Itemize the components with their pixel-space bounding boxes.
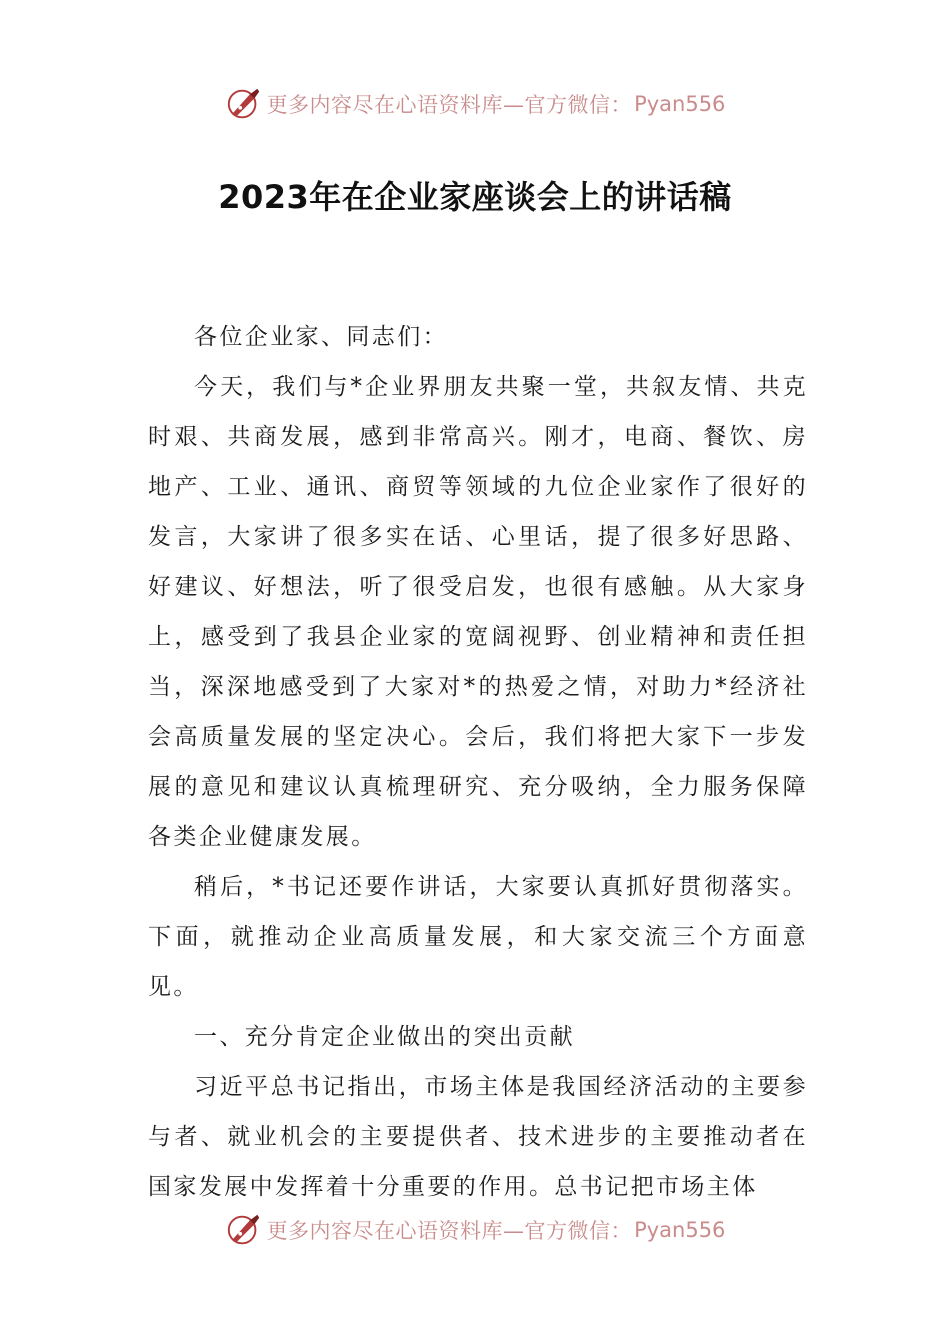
wechat-id: Pyan556: [634, 92, 726, 116]
pen-nib-logo-icon: [225, 85, 263, 123]
header-banner: [0, 82, 950, 126]
banner-text: 更多内容尽在心语资料库—官方微信：: [266, 93, 633, 117]
banner-text: 更多内容尽在心语资料库—官方微信：: [266, 1219, 633, 1243]
paragraph-3: 习近平总书记指出，市场主体是我国经济活动的主要参与者、就业机会的主要提供者、技术进步的主要推动者在国家发展中发挥着十分重要的作用。总书记把市场主体: [148, 1074, 808, 1200]
salutation: 各位企业家、同志们：: [194, 324, 448, 350]
paragraph-2: 稍后，*书记还要作讲话，大家要认真抓好贯彻落实。下面，就推动企业高质量发展，和大家交流三个方面意见。: [148, 874, 808, 1000]
paragraph-1: 今天，我们与*企业界朋友共聚一堂，共叙友情、共克时艰、共商发展，感到非常高兴。刚才，电商、餐饮、房地产、工业、通讯、商贸等领域的九位企业家作了很好的发言，大家讲了很多实在话、心里话，提了很多好思路、好建议、好想法，听了很受启发，也很有感触。从大家身上，感受到了我县企业家的宽阔视野、创业精神和责任担当，深深地感受到了大家对*的热爱之情，对助力*经济社会高质量发展的坚定决心。会后，我们将把大家下一步发展的意见和建议认真梳理研究、充分吸纳，全力服务保障各类企业健康发展。: [148, 374, 808, 850]
section-heading: 一、充分肯定企业做出的突出贡献: [194, 1024, 575, 1050]
document-body: [148, 312, 808, 1212]
document-title: 2023年在企业家座谈会上的讲话稿: [218, 178, 732, 216]
pen-nib-logo-icon: [225, 1211, 263, 1249]
wechat-id: Pyan556: [634, 1218, 726, 1242]
footer-banner: [0, 1208, 950, 1252]
